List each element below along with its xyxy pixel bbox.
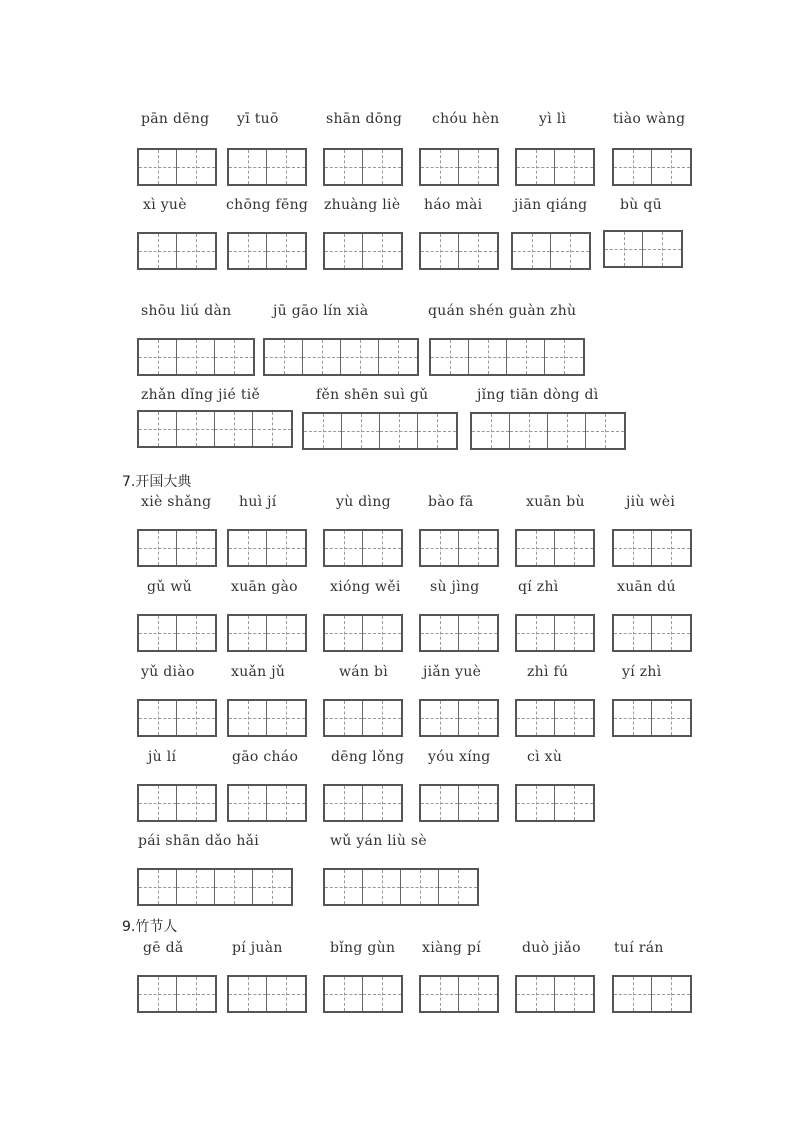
pinyin-word: fěn shēn suì gǔ [316,387,429,403]
writing-grid[interactable] [323,148,403,186]
writing-grid[interactable] [419,784,499,822]
pinyin-word: pān dēng [141,111,210,127]
section-title: 9.竹节人 [122,919,178,935]
writing-grid[interactable] [515,148,595,186]
pinyin-word: xuǎn jǔ [231,664,286,680]
pinyin-word: xiè shǎng [141,494,212,510]
pinyin-word: chóu hèn [432,111,500,127]
writing-grid[interactable] [227,975,307,1013]
pinyin-word: bào fā [428,494,474,510]
writing-grid[interactable] [515,614,595,652]
writing-grid[interactable] [429,338,585,376]
pinyin-word: jū gāo lín xià [273,303,369,319]
writing-grid[interactable] [603,230,683,268]
writing-grid[interactable] [612,614,692,652]
writing-grid[interactable] [612,148,692,186]
pinyin-word: xì yuè [143,197,187,213]
writing-grid[interactable] [227,699,307,737]
pinyin-word: zhǎn dǐng jié tiě [141,387,261,403]
pinyin-word: shōu liú dàn [141,303,232,319]
writing-grid[interactable] [302,412,458,450]
writing-grid[interactable] [515,529,595,567]
writing-grid[interactable] [137,338,255,376]
writing-grid[interactable] [323,529,403,567]
writing-grid[interactable] [227,614,307,652]
writing-grid[interactable] [612,529,692,567]
pinyin-word: xiàng pí [422,940,481,956]
writing-grid[interactable] [323,699,403,737]
writing-grid[interactable] [612,699,692,737]
pinyin-word: pí juàn [232,940,283,956]
writing-grid[interactable] [419,232,499,270]
writing-grid[interactable] [515,784,595,822]
pinyin-word: yù dìng [336,494,391,510]
pinyin-word: jǐng tiān dòng dì [477,387,599,403]
pinyin-word: tiào wàng [613,111,686,127]
pinyin-word: duò jiǎo [522,940,581,956]
pinyin-word: xuān gào [231,579,298,595]
writing-grid[interactable] [137,148,217,186]
pinyin-word: yí zhì [622,664,662,680]
writing-grid[interactable] [227,232,307,270]
pinyin-word: gǔ wǔ [147,579,192,595]
writing-grid[interactable] [137,614,217,652]
pinyin-word: xuān dú [617,579,676,595]
writing-grid[interactable] [323,784,403,822]
pinyin-word: yǔ diào [141,664,195,680]
pinyin-word: quán shén guàn zhù [428,303,577,319]
pinyin-word: dēng lǒng [331,749,405,765]
pinyin-word: yóu xíng [428,749,491,765]
writing-grid[interactable] [419,975,499,1013]
writing-grid[interactable] [470,412,626,450]
section-title: 7.开国大典 [122,474,192,490]
pinyin-word: wǔ yán liù sè [330,833,427,849]
pinyin-word: jù lí [148,749,177,765]
pinyin-word: shān dōng [326,111,403,127]
writing-grid[interactable] [515,975,595,1013]
writing-grid[interactable] [419,529,499,567]
writing-grid[interactable] [227,529,307,567]
writing-grid[interactable] [323,868,479,906]
writing-grid[interactable] [515,699,595,737]
pinyin-word: háo mài [424,197,483,213]
pinyin-word: jiān qiáng [514,197,588,213]
writing-grid[interactable] [137,784,217,822]
pinyin-word: qí zhì [518,579,559,595]
writing-grid[interactable] [137,529,217,567]
pinyin-word: gāo cháo [232,749,299,765]
writing-grid[interactable] [323,614,403,652]
pinyin-word: zhuàng liè [324,197,401,213]
writing-grid[interactable] [419,614,499,652]
pinyin-word: sù jìng [430,579,480,595]
pinyin-word: wán bì [339,664,389,680]
pinyin-word: yī tuō [237,111,279,127]
pinyin-word: pái shān dǎo hǎi [138,833,260,849]
pinyin-word: bù qū [620,197,662,213]
writing-grid[interactable] [323,232,403,270]
writing-grid[interactable] [323,975,403,1013]
writing-grid[interactable] [137,868,293,906]
writing-grid[interactable] [137,975,217,1013]
pinyin-word: jiù wèi [626,494,676,510]
writing-grid[interactable] [612,975,692,1013]
writing-grid[interactable] [227,148,307,186]
writing-grid[interactable] [137,232,217,270]
writing-grid[interactable] [137,410,293,448]
pinyin-word: gē dǎ [143,940,184,956]
pinyin-word: yì lì [539,111,567,127]
pinyin-word: bǐng gùn [330,940,396,956]
pinyin-word: cì xù [527,749,563,765]
pinyin-word: tuí rán [614,940,664,956]
writing-grid[interactable] [419,699,499,737]
writing-grid[interactable] [419,148,499,186]
writing-grid[interactable] [263,338,419,376]
writing-grid[interactable] [511,232,591,270]
pinyin-word: huì jí [239,494,277,510]
pinyin-word: jiǎn yuè [423,664,482,680]
pinyin-word: chōng fēng [226,197,309,213]
pinyin-word: xuān bù [526,494,585,510]
pinyin-word: zhì fú [527,664,569,680]
writing-grid[interactable] [227,784,307,822]
writing-grid[interactable] [137,699,217,737]
pinyin-word: xióng wěi [330,579,401,595]
